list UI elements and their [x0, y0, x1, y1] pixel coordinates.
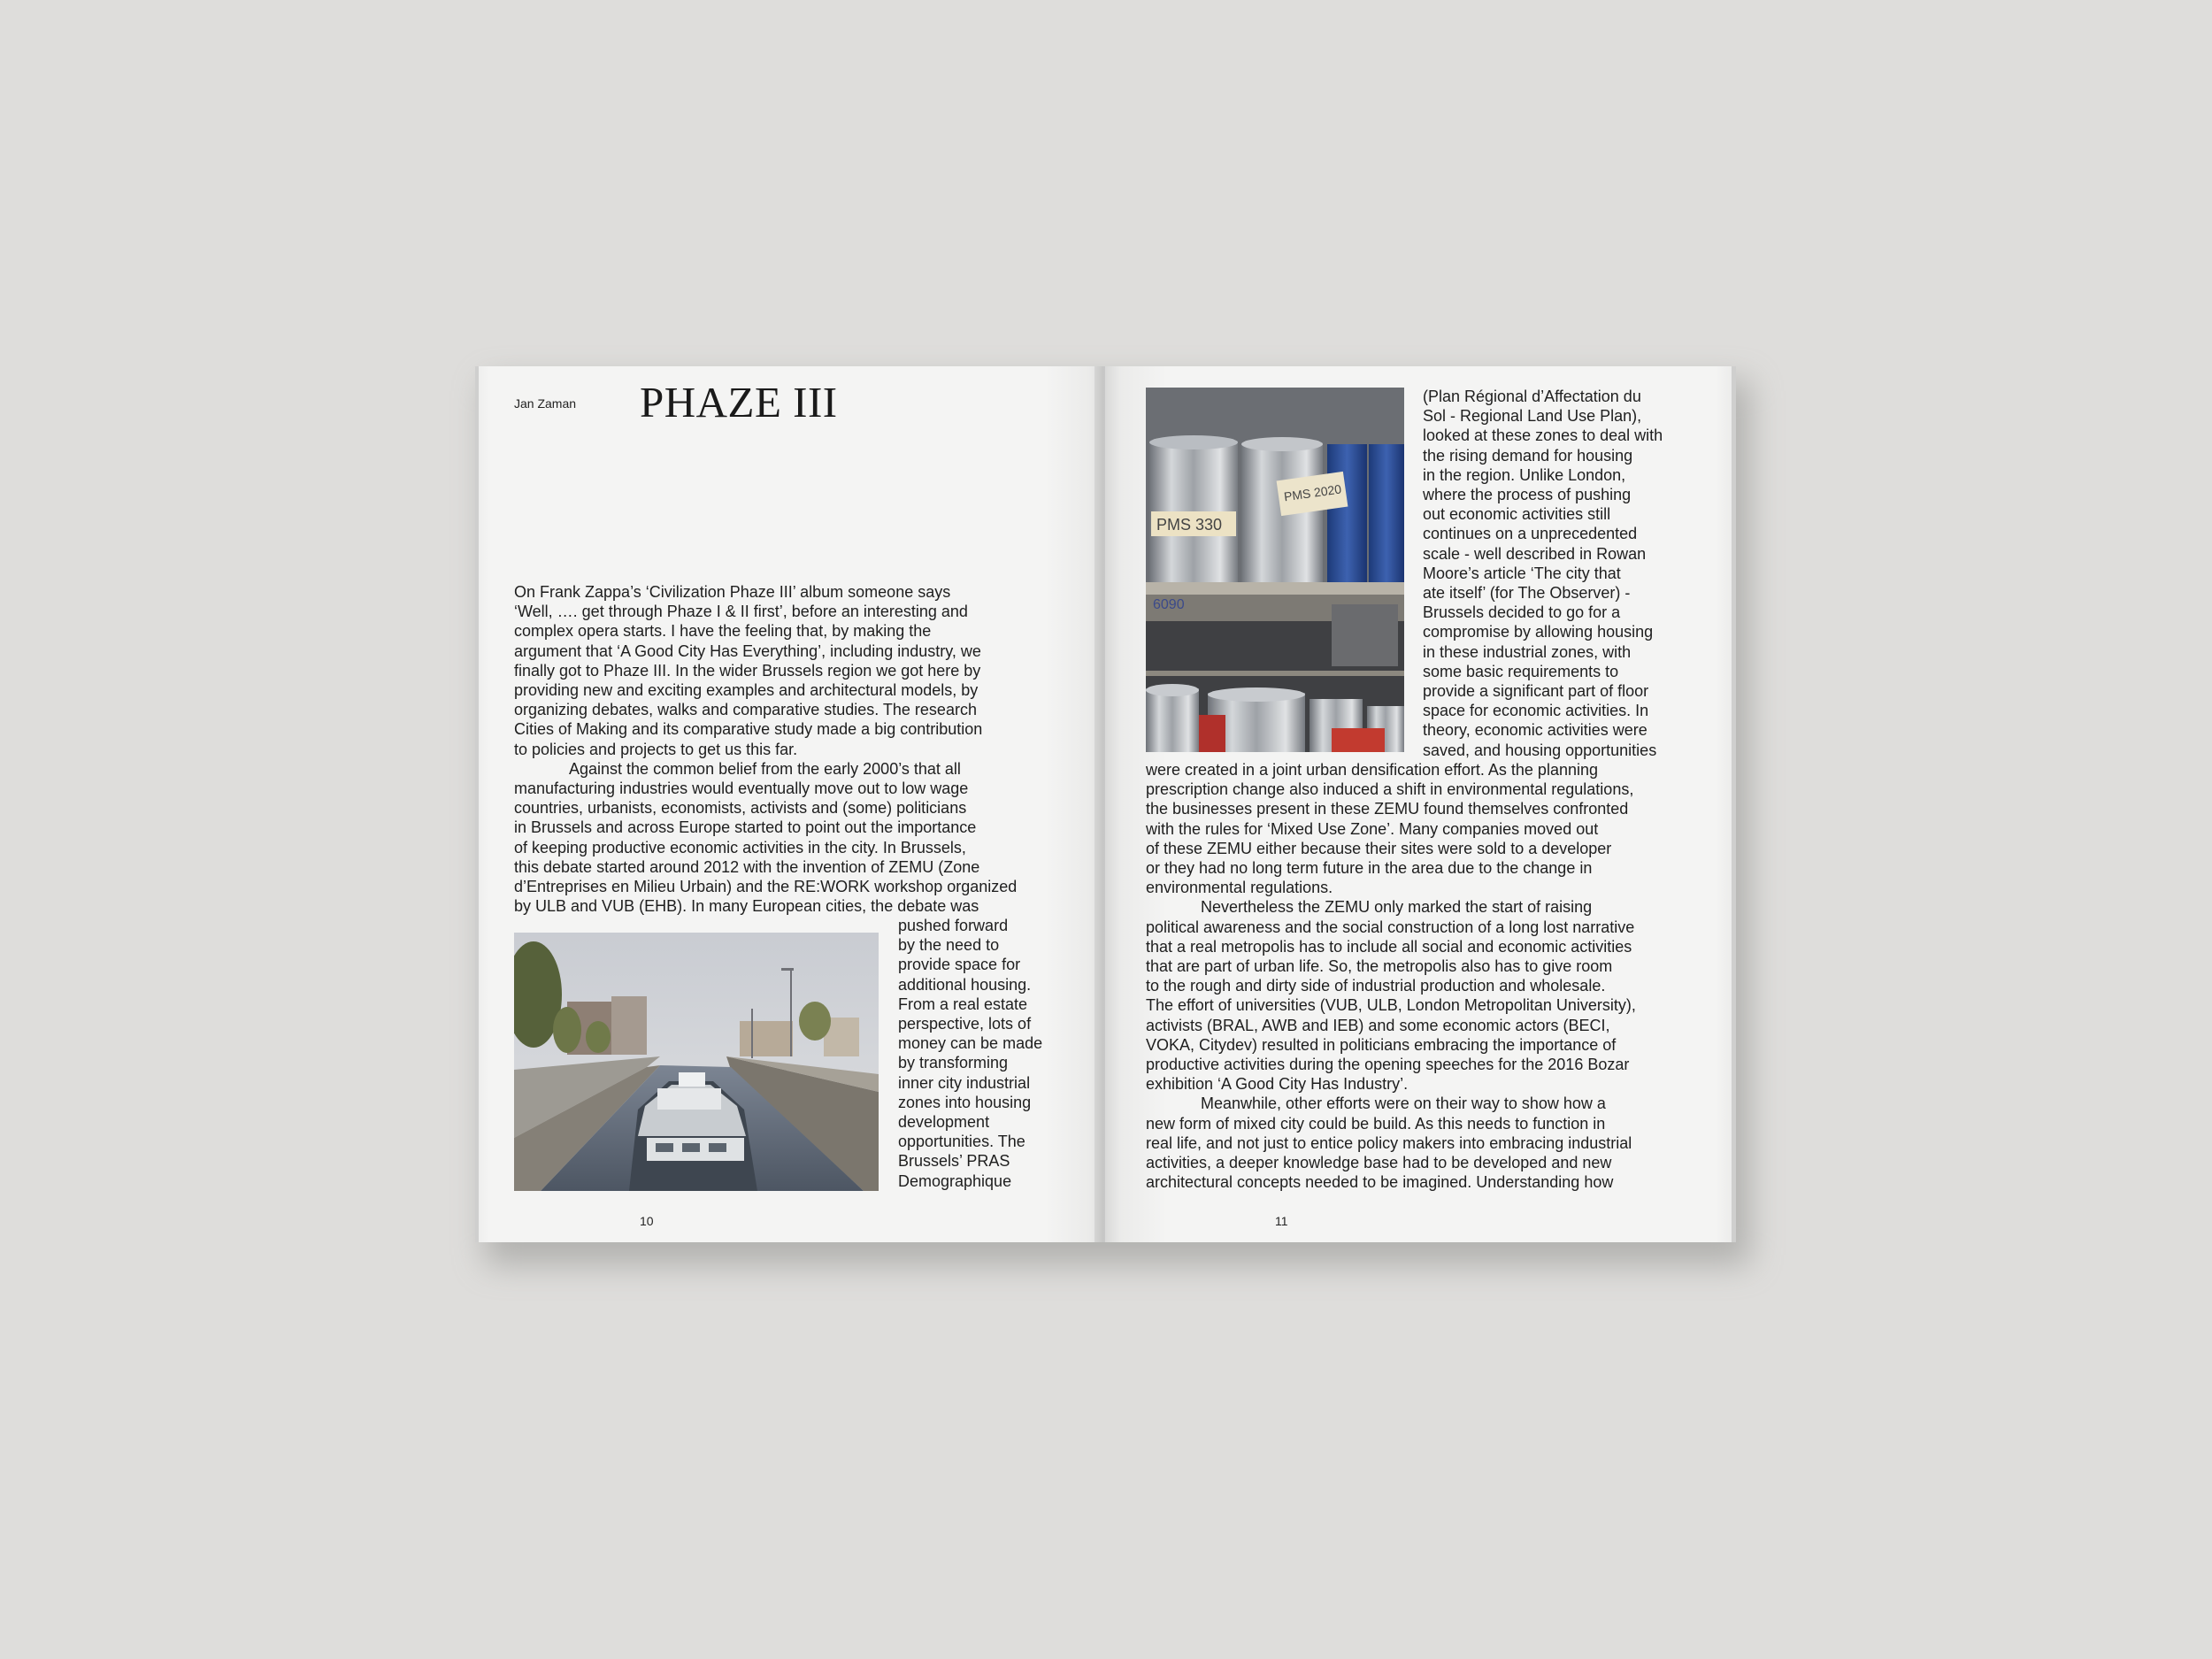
- text-line: that a real metropolis has to include all social and economic activities: [1146, 937, 1632, 956]
- text-line: providing new and exciting examples and architectural models, by: [514, 681, 979, 700]
- paint-cans-photo: [1146, 388, 1404, 752]
- text-line: finally got to Phaze III. In the wider Brussels region we got here by: [514, 661, 981, 680]
- text-line: The effort of universities (VUB, ULB, London Metropolitan University),: [1146, 996, 1636, 1015]
- text-line: provide space for: [898, 956, 1021, 974]
- right-body-text: [1146, 760, 1636, 1192]
- text-line: the rising demand for housing: [1423, 446, 1633, 465]
- text-line: new form of mixed city could be build. As this needs to function in: [1146, 1114, 1606, 1133]
- text-line: On Frank Zappa’s ‘Civilization Phaze III’ album someone says: [514, 583, 951, 601]
- text-line: provide a significant part of floor: [1423, 682, 1649, 701]
- text-line: perspective, lots of: [898, 1015, 1032, 1033]
- text-line: prescription change also induced a shift in environmental regulations,: [1146, 780, 1634, 799]
- text-line: space for economic activities. In: [1423, 702, 1649, 720]
- text-line: activists (BRAL, AWB and IEB) and some economic actors (BECI,: [1146, 1016, 1610, 1034]
- text-line: organizing debates, walks and comparative studies. The research: [514, 701, 977, 719]
- text-line: of keeping productive economic activities in the city. In Brussels,: [514, 838, 966, 856]
- text-line: saved, and housing opportunities: [1423, 741, 1657, 759]
- text-line: Demographique: [898, 1171, 1012, 1190]
- text-line: complex opera starts. I have the feeling that, by making the: [514, 622, 932, 641]
- left-body-text: [514, 582, 1017, 916]
- page-number-left: 10: [640, 1214, 654, 1228]
- page-number-right: 11: [1275, 1214, 1288, 1228]
- author-name: Jan Zaman: [514, 396, 577, 411]
- book-spread: [475, 366, 1732, 1242]
- text-line: Meanwhile, other efforts were on their way to show how a: [1201, 1094, 1606, 1113]
- text-line: where the process of pushing: [1423, 486, 1632, 504]
- text-line: by the need to: [898, 936, 1000, 955]
- text-line: to policies and projects to get us this far.: [514, 740, 798, 758]
- text-line: by transforming: [898, 1054, 1009, 1072]
- text-line: by ULB and VUB (EHB). In many European cities, the debate was: [514, 897, 979, 916]
- text-line: countries, urbanists, economists, activists and (some) politicians: [514, 799, 967, 818]
- text-line: Cities of Making and its comparative study made a big contribution: [514, 720, 983, 739]
- text-line: Brussels decided to go for a: [1423, 603, 1621, 622]
- left-page: [475, 366, 1105, 1242]
- text-line: that are part of urban life. So, the metropolis also has to give room: [1146, 957, 1613, 976]
- text-line: to the rough and dirty side of industrial production and wholesale.: [1146, 977, 1606, 995]
- text-line: real life, and not just to entice policy makers into embracing industrial: [1146, 1133, 1632, 1152]
- text-line: of these ZEMU either because their sites were sold to a developer: [1146, 839, 1612, 857]
- text-line: architectural concepts needed to be imagined. Understanding how: [1146, 1173, 1614, 1192]
- text-line: Against the common belief from the early 2000’s that all: [569, 759, 961, 778]
- text-line: d’Entreprises en Milieu Urbain) and the RE:WORK workshop organized: [514, 878, 1018, 896]
- text-line: From a real estate: [898, 995, 1028, 1013]
- text-line: Nevertheless the ZEMU only marked the start of raising: [1201, 898, 1593, 917]
- text-line: opportunities. The: [898, 1133, 1025, 1151]
- text-line: compromise by allowing housing: [1423, 623, 1654, 641]
- right-side-column: [1423, 387, 1663, 760]
- right-page: [1105, 366, 1736, 1242]
- text-line: or they had no long term future in the area due to the change in: [1146, 859, 1593, 878]
- text-line: the businesses present in these ZEMU found themselves confronted: [1146, 800, 1629, 818]
- label-pms330: PMS 330: [1156, 516, 1223, 534]
- text-line: were created in a joint urban densification effort. As the planning: [1146, 761, 1598, 779]
- text-line: some basic requirements to: [1423, 662, 1619, 680]
- text-line: zones into housing: [898, 1093, 1032, 1111]
- text-line: inner city industrial: [898, 1073, 1031, 1092]
- text-line: looked at these zones to deal with: [1423, 426, 1663, 445]
- text-line: theory, economic activities were: [1423, 721, 1647, 740]
- text-line: in Brussels and across Europe started to point out the importance: [514, 818, 977, 837]
- text-line: productive activities during the opening speeches for the 2016 Bozar: [1146, 1056, 1630, 1074]
- text-line: activities, a deeper knowledge base had to be developed and new: [1146, 1154, 1612, 1172]
- text-line: money can be made: [898, 1034, 1043, 1053]
- text-line: in these industrial zones, with: [1423, 642, 1632, 661]
- text-line: with the rules for ‘Mixed Use Zone’. Many companies moved out: [1146, 819, 1599, 838]
- label-6090: 6090: [1153, 597, 1185, 612]
- text-line: pushed forward: [898, 917, 1009, 934]
- text-line: ate itself’ (for The Observer) -: [1423, 584, 1631, 603]
- label-pms2020: PMS 2020: [1283, 481, 1343, 504]
- text-line: ‘Well, …. get through Phaze I & II first’, before an interesting and: [514, 603, 968, 621]
- text-line: continues on a unprecedented: [1423, 525, 1638, 543]
- text-line: additional housing.: [898, 975, 1032, 994]
- text-line: (Plan Régional d’Affectation du: [1423, 388, 1641, 405]
- text-line: argument that ‘A Good City Has Everything’, including industry, we: [514, 641, 981, 660]
- text-line: Moore’s article ‘The city that: [1423, 564, 1621, 582]
- text-line: exhibition ‘A Good City Has Industry’.: [1146, 1075, 1409, 1094]
- left-side-column: [898, 916, 1042, 1191]
- text-line: out economic activities still: [1423, 505, 1611, 524]
- canal-barge-photo: [514, 933, 879, 1191]
- article-title: PHAZE III: [640, 378, 838, 426]
- text-line: VOKA, Citydev) resulted in politicians embracing the importance of: [1146, 1035, 1617, 1054]
- text-line: in the region. Unlike London,: [1423, 465, 1626, 484]
- text-line: this debate started around 2012 with the invention of ZEMU (Zone: [514, 857, 980, 876]
- text-line: Sol - Regional Land Use Plan),: [1423, 407, 1642, 426]
- text-line: Brussels’ PRAS: [898, 1152, 1010, 1171]
- text-line: environmental regulations.: [1146, 879, 1333, 897]
- text-line: political awareness and the social construction of a long lost narrative: [1146, 918, 1635, 936]
- text-line: development: [898, 1113, 990, 1132]
- text-line: scale - well described in Rowan: [1423, 544, 1647, 563]
- text-line: manufacturing industries would eventually move out to low wage: [514, 780, 969, 798]
